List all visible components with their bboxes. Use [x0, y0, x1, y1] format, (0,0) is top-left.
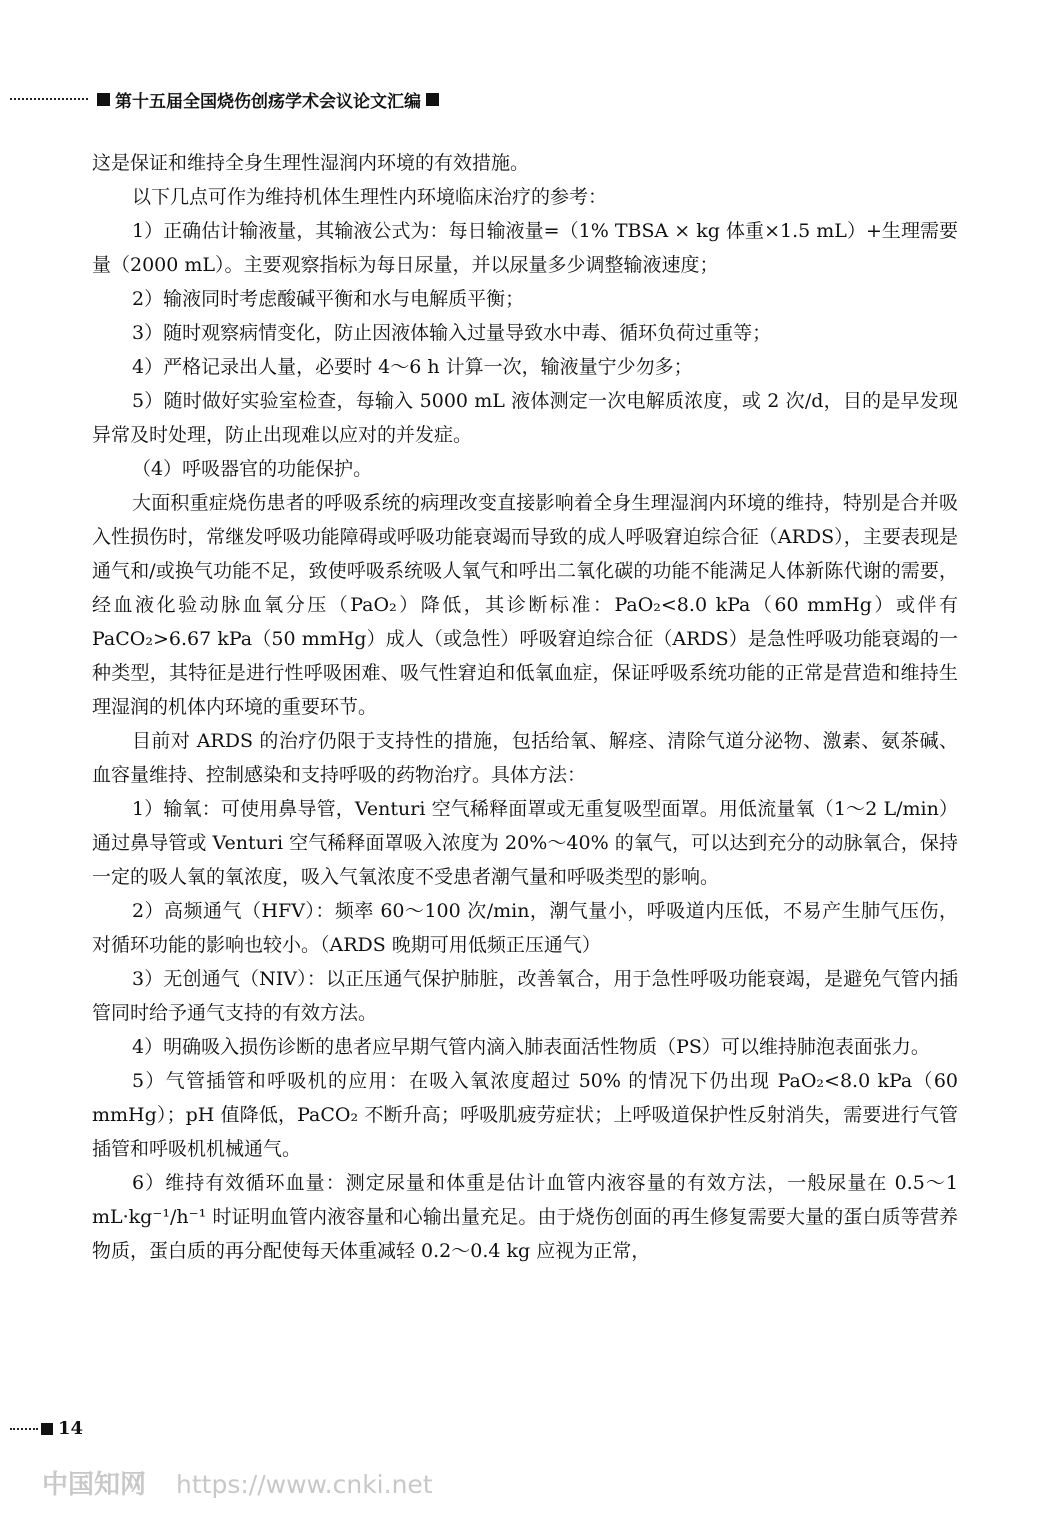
paragraph: 目前对 ARDS 的治疗仍限于支持性的措施，包括给氧、解痉、清除气道分泌物、激素、氨茶碱、血容量维持、控制感染和支持呼吸的药物治疗。具体方法： — [92, 730, 958, 786]
square-bullet-icon — [41, 1423, 53, 1435]
paragraph: 以下几点可作为维持机体生理性内环境临床治疗的参考： — [132, 186, 608, 208]
watermark — [42, 1464, 433, 1501]
header-dotted-rule — [10, 98, 88, 100]
paragraph: 5）气管插管和呼吸机的应用：在吸入氧浓度超过 50% 的情况下仍出现 PaO₂<8.0 kPa（60 mmHg）；pH 值降低，PaCO₂ 不断升高；呼吸肌疲劳症状；上呼吸道保护性反射消失，需要进行气管插管和呼吸机机械通气。 — [92, 1070, 958, 1160]
paragraph: 4）严格记录出人量，必要时 4～6 h 计算一次，输液量宁少勿多； — [132, 356, 693, 378]
paragraph: （4）呼吸器官的功能保护。 — [132, 458, 373, 480]
page-number: 14 — [58, 1418, 84, 1439]
body-text — [92, 146, 958, 1268]
paragraph: 4）明确吸入损伤诊断的患者应早期气管内滴入肺表面活性物质（PS）可以维持肺泡表面张力。 — [132, 1036, 930, 1058]
paragraph: 这是保证和维持全身生理性湿润内环境的有效措施。 — [92, 152, 530, 174]
paragraph: 6）维持有效循环血量：测定尿量和体重是估计血管内液容量的有效方法，一般尿量在 0.5～1 mL·kg⁻¹/h⁻¹ 时证明血管内液容量和心输出量充足。由于烧伤创面的再生修复需要大量的蛋白质等营养物质，蛋白质的再分配使每天体重减轻 0.2～0.4 kg 应视为正常， — [92, 1172, 958, 1262]
running-header — [10, 86, 444, 112]
paragraph: 3）无创通气（NIV）：以正压通气保护肺脏，改善氧合，用于急性呼吸功能衰竭，是避免气管内插管同时给予通气支持的有效方法。 — [92, 968, 958, 1024]
paragraph: 2）高频通气（HFV）：频率 60～100 次/min，潮气量小，呼吸道内压低，不易产生肺气压伤，对循环功能的影响也较小。（ARDS 晚期可用低频正压通气） — [92, 900, 958, 956]
page-footer — [10, 1418, 83, 1439]
paragraph: 1）输氧：可使用鼻导管，Venturi 空气稀释面罩或无重复吸型面罩。用低流量氧（1～2 L/min）通过鼻导管或 Venturi 空气稀释面罩吸入浓度为 20%～40% 的氧气，可以达到充分的动脉氧合，保持一定的吸人氧的氧浓度，吸入气氧浓度不受患者潮气量和呼吸类型的影响。 — [92, 798, 958, 888]
paragraph: 3）随时观察病情变化，防止因液体输入过量导致水中毒、循环负荷过重等； — [132, 322, 772, 344]
header-title: 第十五届全国烧伤创疡学术会议论文汇编 — [115, 91, 421, 112]
paragraph: 大面积重症烧伤患者的呼吸系统的病理改变直接影响着全身生理湿润内环境的维持，特别是合并吸入性损伤时，常继发呼吸功能障碍或呼吸功能衰竭而导致的成人呼吸窘迫综合征（ARDS），主要表现是通气和/或换气功能不足，致使呼吸系统吸人氧气和呼出二氧化碳的功能不能满足人体新陈代谢的需要，经血液化验动脉血氧分压（PaO₂）降低，其诊断标准：PaO₂<8.0 kPa（60 mmHg）或伴有 PaCO₂>6.67 kPa（50 mmHg）成人（或急性）呼吸窘迫综合征（ARDS）是急性呼吸功能衰竭的一种类型，其特征是进行性呼吸困难、吸气性窘迫和低氧血症，保证呼吸系统功能的正常是营造和维持生理湿润的机体内环境的重要环节。 — [92, 492, 958, 718]
paragraph: 1）正确估计输液量，其输液公式为：每日输液量=（1% TBSA × kg 体重×1.5 mL）+生理需要量（2000 mL）。主要观察指标为每日尿量，并以尿量多少调整输液速度； — [92, 220, 958, 276]
paragraph: 2）输液同时考虑酸碱平衡和水与电解质平衡； — [132, 288, 525, 310]
square-bullet-icon — [426, 93, 439, 106]
footer-dotted-rule — [10, 1428, 38, 1430]
watermark-url: https://www.cnki.net — [176, 1470, 433, 1499]
square-bullet-icon — [97, 93, 110, 106]
watermark-logo: 中国知网 — [42, 1470, 147, 1500]
paragraph: 5）随时做好实验室检查，每输入 5000 mL 液体测定一次电解质浓度，或 2 次/d，目的是早发现异常及时处理，防止出现难以应对的并发症。 — [92, 390, 958, 446]
